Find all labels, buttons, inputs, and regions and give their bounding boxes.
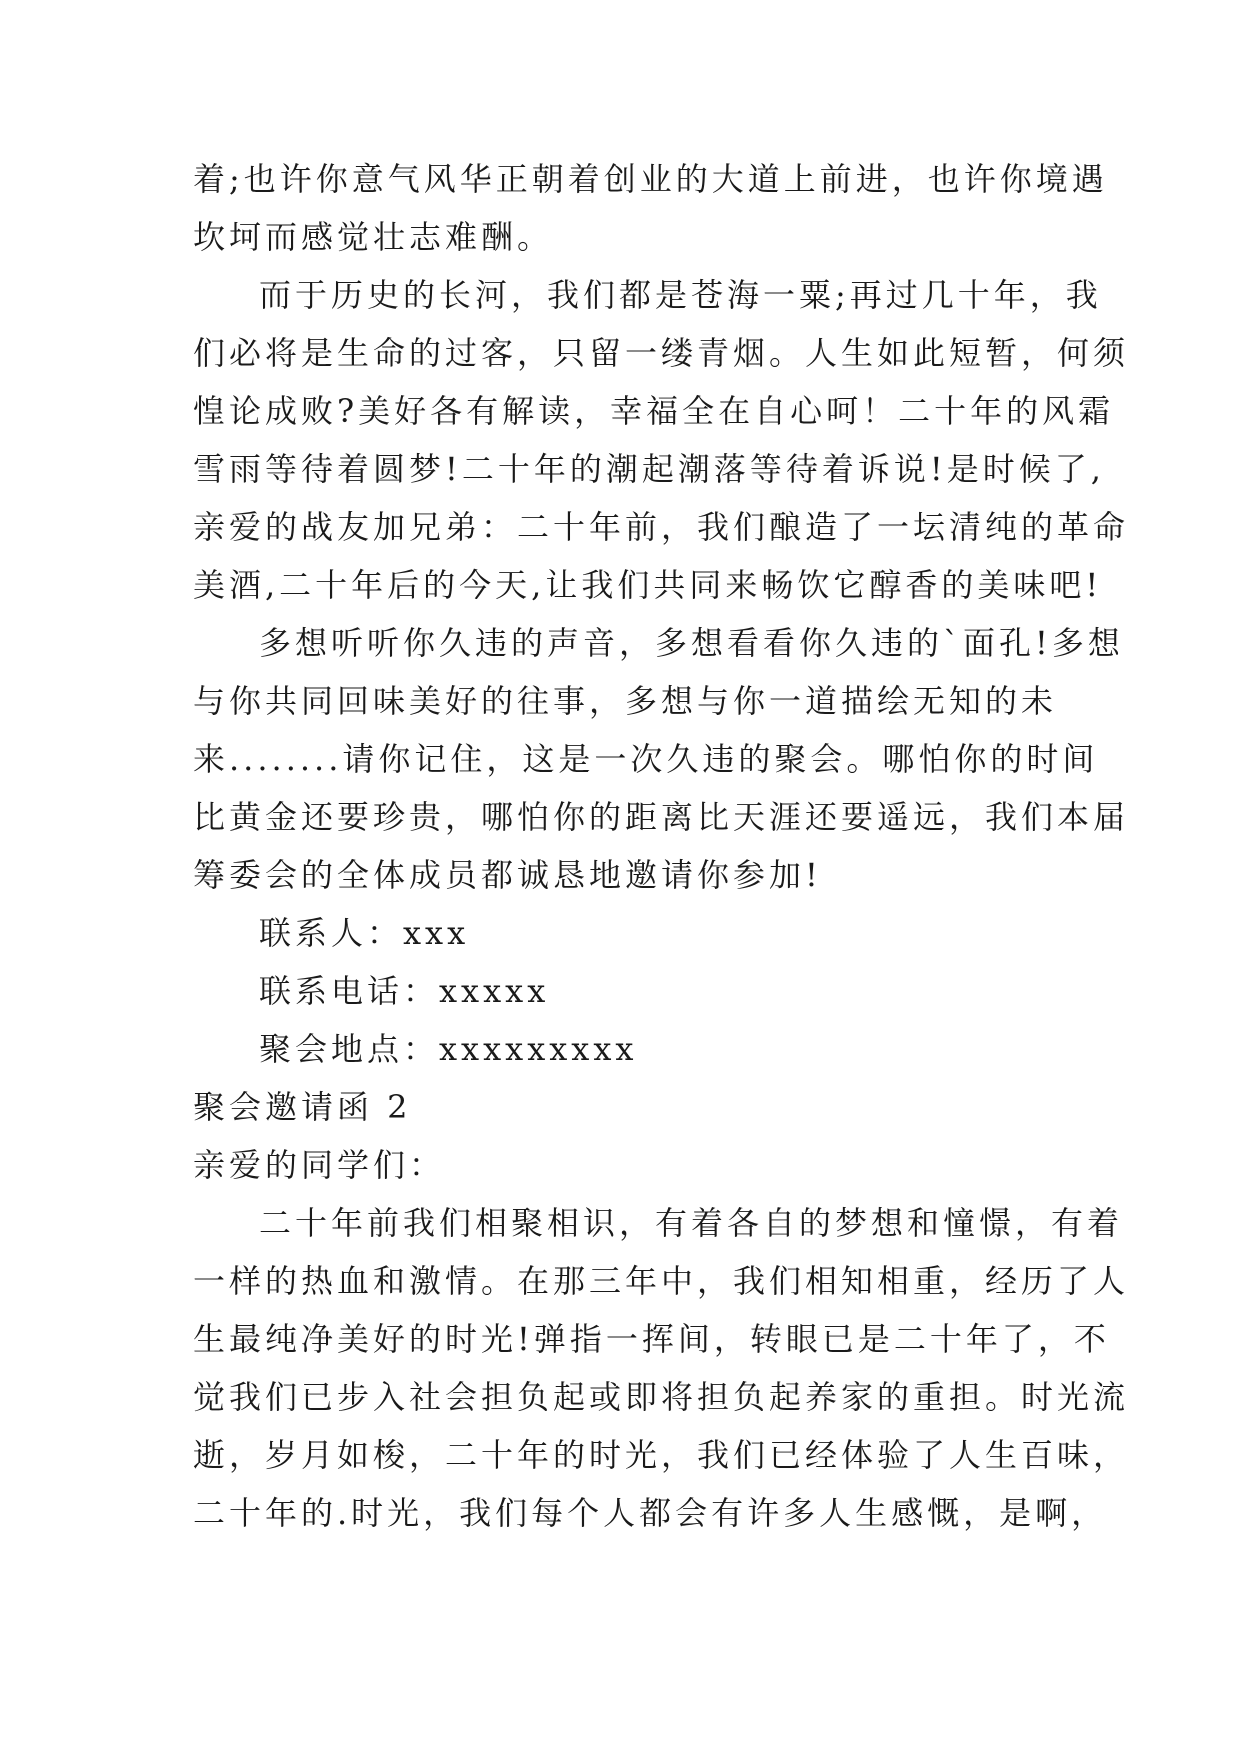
text-line: 美酒,二十年后的今天,让我们共同来畅饮它醇香的美味吧!: [193, 566, 1103, 604]
paragraph-start-line: 多想听听你久违的声音，多想看看你久违的`面孔!多想: [259, 624, 1124, 662]
salutation-line: 亲爱的同学们：: [193, 1146, 446, 1184]
text-line: 一样的热血和激情。在那三年中，我们相知相重，经历了人: [193, 1262, 1130, 1300]
text-line: 比黄金还要珍贵，哪怕你的距离比天涯还要遥远，我们本届: [193, 798, 1130, 836]
text-line: 惶论成败?美好各有解读，幸福全在自心呵！二十年的风霜: [193, 392, 1115, 430]
document-body: [193, 150, 1130, 1542]
contact-person-line: 联系人：xxx: [259, 914, 470, 952]
text-line: 着;也许你意气风华正朝着创业的大道上前进，也许你境遇: [193, 160, 1108, 198]
paragraph-start-line: 而于历史的长河，我们都是苍海一粟;再过几十年，我: [259, 276, 1102, 314]
paragraph-start-line: 二十年前我们相聚相识，有着各自的梦想和憧憬，有着: [259, 1204, 1124, 1242]
text-line: 坎坷而感觉壮志难酬。: [193, 218, 554, 256]
contact-phone-line: 联系电话：xxxxx: [259, 972, 550, 1010]
text-line: 二十年的.时光，我们每个人都会有许多人生感慨，是啊，: [193, 1494, 1108, 1532]
text-line: 觉我们已步入社会担负起或即将担负起养家的重担。时光流: [193, 1378, 1130, 1416]
text-line: 来........请你记住，这是一次久违的聚会。哪怕你的时间: [193, 740, 1099, 778]
text-line: 们必将是生命的过客，只留一缕青烟。人生如此短暂，何须: [193, 334, 1130, 372]
venue-line: 聚会地点：xxxxxxxxx: [259, 1030, 638, 1068]
text-line: 筹委会的全体成员都诚恳地邀请你参加!: [193, 856, 822, 894]
text-line: 逝，岁月如梭，二十年的时光，我们已经体验了人生百味，: [193, 1436, 1130, 1474]
text-line: 生最纯净美好的时光!弹指一挥间，转眼已是二十年了，不: [193, 1320, 1110, 1358]
text-line: 亲爱的战友加兄弟：二十年前，我们酿造了一坛清纯的革命: [193, 508, 1130, 546]
text-line: 雪雨等待着圆梦!二十年的潮起潮落等待着诉说!是时候了,: [193, 450, 1105, 488]
section-heading: 聚会邀请函 2: [193, 1088, 412, 1126]
text-line: 与你共同回味美好的往事，多想与你一道描绘无知的未: [193, 682, 1058, 720]
